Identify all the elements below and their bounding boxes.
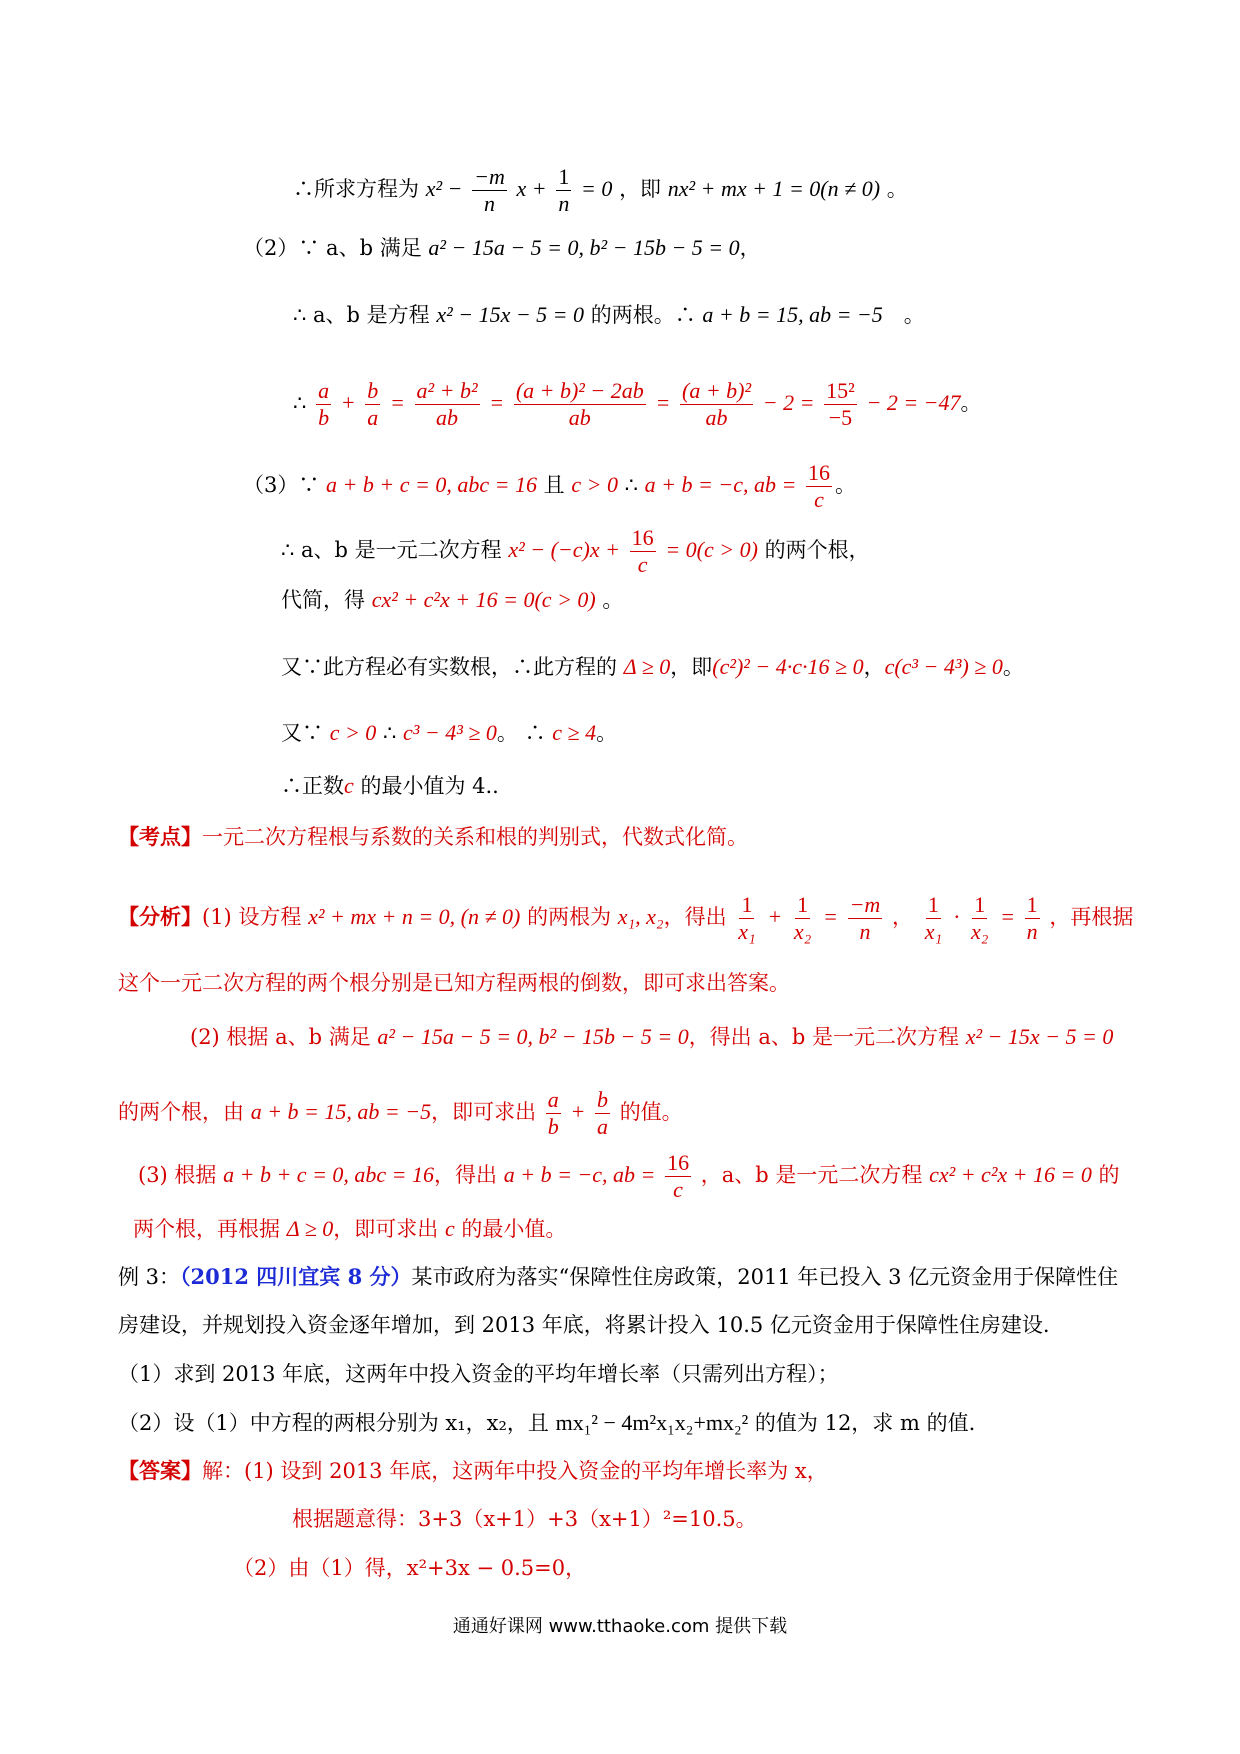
math: c³ − 4³ ≥ 0: [403, 720, 497, 745]
numerator: b: [597, 1087, 608, 1112]
example-3-line-2: [118, 1310, 1050, 1340]
denominator: x₁: [738, 919, 756, 944]
text: 根据题意得：3+3（x+1）+3（x+1）²=10.5。: [292, 1507, 757, 1531]
text: ，即: [619, 177, 662, 201]
text: (3) 根据: [138, 1163, 224, 1187]
text: 。: [595, 588, 624, 612]
denominator: x₂: [793, 919, 812, 944]
fraction: [365, 378, 380, 431]
numerator: 16: [808, 460, 831, 485]
text: 的最小值为 4..: [353, 774, 499, 798]
math: a + b + c = 0, abc = 16: [223, 1162, 435, 1187]
math: c ≥ 4: [552, 720, 597, 745]
text: ，再根据: [1049, 905, 1134, 929]
math: ·: [953, 904, 960, 929]
text: 解：(1) 设到 2013 年底，这两年中投入资金的平均年增长率为 x，: [202, 1459, 828, 1483]
text: 。: [1002, 655, 1024, 679]
text: 的两个根，: [757, 538, 870, 562]
math: x₁, x₂: [617, 904, 664, 929]
math: x² − 15x − 5 = 0: [965, 1024, 1114, 1049]
math: mx₁² − 4m²x₁x₂+mx₂²: [555, 1410, 749, 1435]
math: a + b + c = 0, abc = 16: [326, 472, 537, 497]
denominator: n: [859, 919, 871, 944]
math: = 0: [581, 176, 613, 201]
numerator: −m: [849, 892, 881, 917]
solution-line-9: [281, 718, 617, 748]
text: 房建设，并规划投入资金逐年增加，到 2013 年底，将累计投入 10.5 亿元资金用于保障性住房建设.: [118, 1313, 1050, 1337]
math: =: [655, 390, 671, 415]
text: ∴: [293, 391, 307, 415]
fraction: [680, 378, 753, 431]
text: （2）设（1）中方程的两根分别为 x₁，x₂，且: [118, 1411, 556, 1435]
math: cx² + c²x + 16 = 0: [929, 1162, 1092, 1187]
numerator: (a + b)² − 2ab: [515, 378, 644, 403]
fraction: [824, 378, 857, 431]
numerator: 1: [741, 892, 753, 917]
denominator: n: [1026, 919, 1038, 944]
numerator: a² + b²: [416, 378, 478, 403]
math: =: [1000, 904, 1015, 929]
text: 这个一元二次方程的两个根分别是已知方程两根的倒数，即可求出答案。: [118, 971, 790, 995]
math: (c²)² − 4·c·16 ≥ 0: [712, 654, 864, 679]
solution-line-10: [281, 771, 499, 801]
math: +: [570, 1099, 586, 1124]
math: a + b = 15, ab = −5: [250, 1099, 432, 1124]
solution-line-3: [293, 300, 925, 330]
analysis-line-5: [138, 1150, 1120, 1203]
math: a + b = 15, ab = −5: [702, 302, 883, 327]
text: 又∵此方程必有实数根，∴此方程的: [281, 655, 624, 679]
math: Δ ≥ 0: [286, 1216, 334, 1241]
denominator: a: [597, 1114, 608, 1139]
fraction: [514, 378, 646, 431]
math: nx² + mx + 1 = 0(n ≠ 0): [667, 176, 881, 201]
math: c(c³ − 4³) ≥ 0: [884, 654, 1003, 679]
math: =: [489, 390, 505, 415]
math: x² − 15x − 5 = 0: [436, 302, 585, 327]
text: 。: [596, 721, 618, 745]
math: a² − 15a − 5 = 0, b² − 15b − 5 = 0: [377, 1024, 689, 1049]
page-footer: 通通好课网 www.tthaoke.com 提供下载: [452, 1616, 788, 1637]
denominator: c: [814, 487, 824, 512]
denominator: −5: [828, 405, 853, 430]
text: ∴正数: [281, 774, 344, 798]
numerator: 1: [558, 164, 570, 189]
key-point: [118, 822, 748, 852]
math: x +: [516, 176, 547, 201]
fraction: [1025, 892, 1040, 945]
fraction: [630, 525, 656, 578]
text: 。: [882, 303, 925, 327]
key-point-text: 一元二次方程根与系数的关系和根的判别式，代数式化简。: [202, 825, 748, 849]
solution-line-7: [281, 585, 623, 615]
example-label: 例 3：: [118, 1265, 181, 1289]
text: 。 ∴: [496, 721, 553, 745]
denominator: x₁: [924, 919, 943, 944]
numerator: 1: [927, 892, 939, 917]
question-1: [118, 1359, 839, 1389]
text: （2）∵: [243, 236, 320, 260]
numerator: 16: [667, 1150, 690, 1175]
text: ，得出 a、b 是一元二次方程: [688, 1025, 966, 1049]
example-source: （2012 四川宜宾 8 分）: [180, 1264, 412, 1289]
text: 。: [835, 473, 857, 497]
text: ，即: [670, 655, 713, 679]
text: ，a、b 是一元二次方程: [700, 1163, 930, 1187]
text: (2) 根据 a、b 满足: [190, 1025, 378, 1049]
text: a、b 满足: [319, 236, 429, 260]
fraction: [595, 1087, 610, 1140]
math: x² − (−c)x +: [508, 537, 620, 562]
text: ，即可求出: [431, 1100, 537, 1124]
answer-tag: 【答案】: [118, 1458, 202, 1483]
text: 。: [960, 391, 982, 415]
math: =: [389, 390, 405, 415]
text: ，即可求出: [333, 1217, 445, 1241]
analysis-tag: 【分析】: [118, 904, 202, 929]
solution-line-5: [243, 460, 856, 513]
denominator: c: [673, 1177, 683, 1202]
solution-line-6: [281, 525, 870, 578]
text: 代简，得: [281, 588, 372, 612]
math: cx² + c²x + 16 = 0(c > 0): [371, 587, 596, 612]
text: 的值。: [619, 1100, 683, 1124]
analysis-line-6: [133, 1214, 566, 1244]
numerator: 1: [974, 892, 986, 917]
fraction: [923, 892, 944, 945]
key-point-tag: 【考点】: [118, 824, 202, 849]
text: ∴: [617, 473, 645, 497]
numerator: a: [547, 1087, 559, 1112]
math: a² − 15a − 5 = 0, b² − 15b − 5 = 0: [428, 235, 740, 260]
denominator: ab: [705, 405, 728, 430]
math: c > 0: [329, 720, 377, 745]
text: （3）∵: [243, 473, 327, 497]
denominator: a: [367, 405, 379, 430]
analysis-line-4: [118, 1087, 683, 1140]
text: 的值为 12，求 m 的值.: [748, 1411, 976, 1435]
math: a + b = −c, ab =: [503, 1162, 656, 1187]
answer-line-3: [233, 1553, 586, 1583]
denominator: b: [318, 405, 330, 430]
math: a + b = −c, ab =: [644, 472, 797, 497]
numerator: −m: [474, 164, 505, 189]
text: ，: [863, 655, 885, 679]
fraction: [546, 1087, 561, 1140]
math: Δ ≥ 0: [623, 654, 671, 679]
math: c: [344, 773, 354, 798]
text: ，: [739, 236, 761, 260]
text: 又∵: [281, 721, 330, 745]
text: 的两根为: [520, 905, 618, 929]
math: = 0(c > 0): [665, 537, 758, 562]
text: 的最小值。: [454, 1217, 567, 1241]
math: +: [767, 904, 783, 929]
denominator: x₂: [970, 919, 989, 944]
text: ，得出: [663, 905, 727, 929]
text: ∴所求方程为: [293, 177, 419, 201]
answer-line-1: [118, 1456, 828, 1486]
numerator: 1: [797, 892, 809, 917]
math: c > 0: [571, 472, 618, 497]
math: − 2 =: [762, 390, 815, 415]
fraction: [556, 164, 571, 217]
math: =: [823, 904, 838, 929]
fraction: [806, 460, 832, 513]
denominator: n: [558, 191, 570, 216]
analysis-line-1: [118, 892, 1133, 945]
solution-line-4: [293, 378, 982, 431]
question-2: [118, 1408, 975, 1438]
fraction: [736, 892, 757, 945]
solution-line-8: [281, 652, 1024, 682]
math: − 2 = −47: [866, 390, 961, 415]
text: 的两根。∴: [584, 303, 703, 327]
numerator: 16: [631, 525, 654, 550]
denominator: ab: [436, 405, 459, 430]
solution-line-2: [243, 233, 761, 263]
text: (1) 设方程: [202, 905, 309, 929]
denominator: n: [483, 191, 495, 216]
text: 的: [1091, 1163, 1120, 1187]
fraction: [665, 1150, 691, 1203]
denominator: c: [637, 552, 648, 577]
analysis-line-3: [190, 1022, 1113, 1052]
solution-line-1: [293, 164, 908, 217]
fraction: [472, 164, 507, 217]
fraction: [316, 378, 331, 431]
math: x² −: [425, 176, 463, 201]
numerator: 1: [1026, 892, 1038, 917]
answer-line-2: [292, 1504, 757, 1534]
math: c: [444, 1216, 455, 1241]
denominator: ab: [568, 405, 591, 430]
text: （2）由（1）得，x²+3x − 0.5=0，: [233, 1556, 587, 1580]
text: 两个根，再根据: [133, 1217, 287, 1241]
text: ，: [892, 905, 913, 929]
numerator: (a + b)²: [682, 378, 752, 403]
text: ∴ a、b 是方程: [293, 303, 437, 327]
math: x² + mx + n = 0, (n ≠ 0): [308, 904, 521, 929]
fraction: [792, 892, 813, 945]
text: 且: [536, 473, 572, 497]
fraction: [969, 892, 990, 945]
text: ，得出: [434, 1163, 504, 1187]
text: （1）求到 2013 年底，这两年中投入资金的平均年增长率（只需列出方程）；: [118, 1362, 839, 1386]
text: ∴: [376, 721, 404, 745]
numerator: a: [318, 378, 330, 403]
numerator: 15²: [826, 378, 855, 403]
text: 某市政府为落实“保障性住房政策，2011 年已投入 3 亿元资金用于保障性住: [411, 1265, 1119, 1289]
denominator: b: [547, 1114, 559, 1139]
example-3-line-1: [118, 1262, 1118, 1292]
math: +: [340, 390, 356, 415]
analysis-line-2: [118, 968, 790, 998]
numerator: b: [367, 378, 379, 403]
fraction: [848, 892, 883, 945]
text: ∴ a、b 是一元二次方程: [281, 538, 509, 562]
text: 。: [886, 177, 908, 201]
fraction: [415, 378, 480, 431]
text: 的两个根，由: [118, 1100, 251, 1124]
